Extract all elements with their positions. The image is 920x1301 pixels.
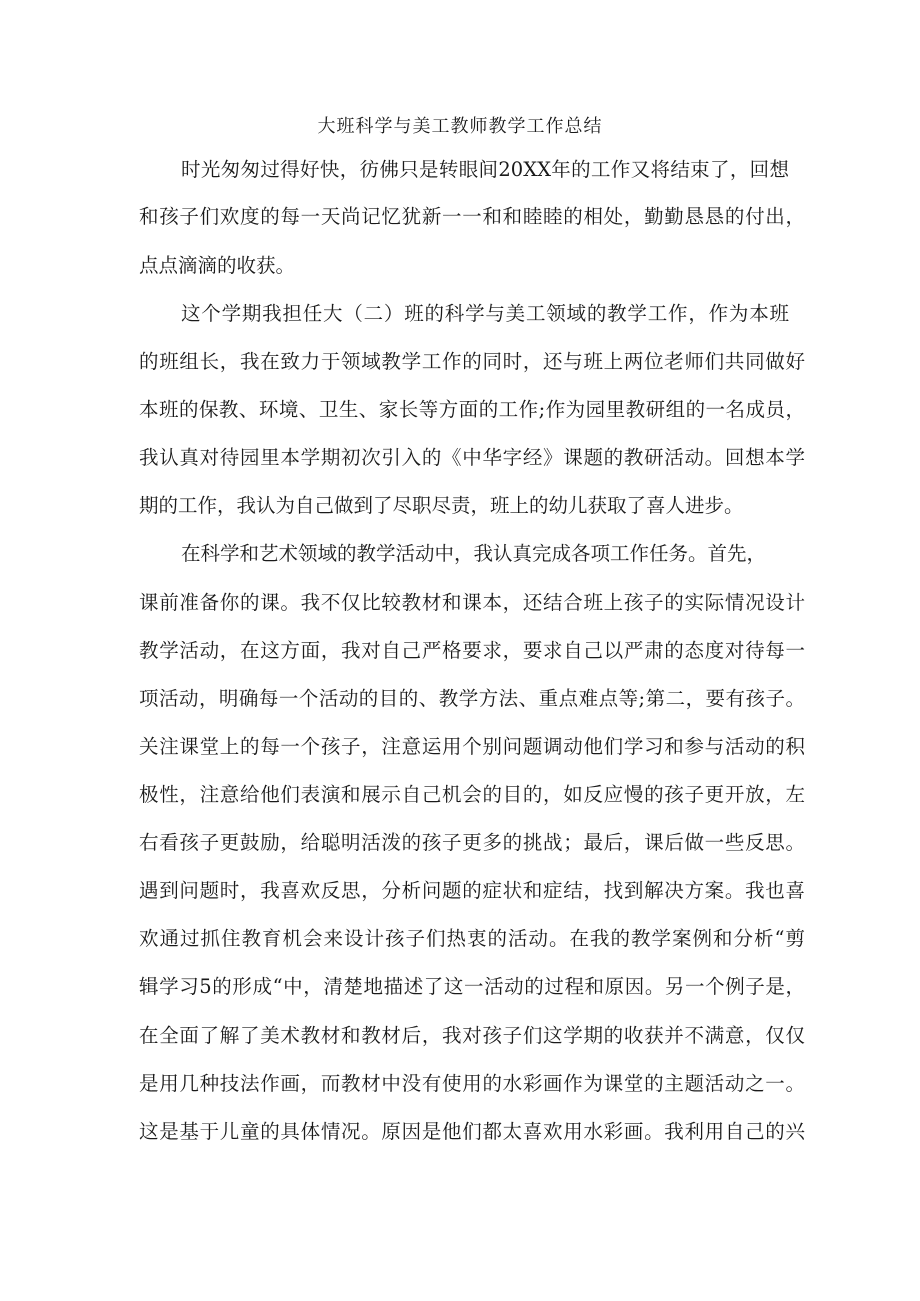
- paragraph-line: 教学活动，在这方面，我对自己严格要求，要求自己以严肃的态度对待每一: [139, 639, 805, 662]
- paragraph-line: 这个学期我担任大（二）班的科学与美工领域的教学工作，作为本班: [181, 302, 789, 325]
- paragraph-line: 关注课堂上的每一个孩子，注意运用个别问题调动他们学习和参与活动的积: [139, 735, 805, 758]
- paragraph-line: 的班组长，我在致力于领域教学工作的同时，还与班上两位老师们共同做好: [139, 350, 805, 373]
- paragraph-line: 极性，注意给他们表演和展示自己机会的目的，如反应慢的孩子更开放，左: [139, 783, 805, 806]
- paragraph-line: 点点滴滴的收获。: [139, 254, 296, 277]
- paragraph-line: 在科学和艺术领域的教学活动中，我认真完成各项工作任务。首先，: [181, 542, 767, 565]
- paragraph-line: 右看孩子更鼓励，给聪明活泼的孩子更多的挑战；最后，课后做一些反思。: [139, 831, 805, 854]
- paragraph-line: 本班的保教、环境、卫生、家长等方面的工作;作为园里教研组的一名成员，: [139, 398, 805, 421]
- paragraph-line: 欢通过抓住教育机会来设计孩子们热衷的活动。在我的教学案例和分析“剪: [139, 927, 805, 950]
- paragraph-line: 遇到问题时，我喜欢反思，分析问题的症状和症结，找到解决方案。我也喜: [139, 879, 805, 902]
- document-title: 大班科学与美工教师教学工作总结: [317, 116, 603, 137]
- paragraph-line: 期的工作，我认为自己做到了尽职尽责，班上的幼儿获取了喜人进步。: [139, 494, 744, 517]
- paragraph-line: 是用几种技法作画，而教材中没有使用的水彩画作为课堂的主题活动之一。: [139, 1072, 805, 1095]
- paragraph-line: 课前准备你的课。我不仅比较教材和课本，还结合班上孩子的实际情况设计: [139, 591, 805, 614]
- paragraph-line: 这是基于儿童的具体情况。原因是他们都太喜欢用水彩画。我利用自己的兴: [139, 1120, 805, 1143]
- paragraph-line: 辑学习5的形成“中，清楚地描述了这一活动的过程和原因。另一个例子是，: [139, 975, 805, 998]
- paragraph-line: 我认真对待园里本学期初次引入的《中华字经》课题的教研活动。回想本学: [139, 446, 805, 469]
- paragraph-line: 在全面了解了美术教材和教材后，我对孩子们这学期的收获并不满意，仅仅: [139, 1024, 805, 1047]
- paragraph-line: 时光匆匆过得好快，彷佛只是转眼间20XX年的工作又将结束了，回想: [181, 158, 789, 181]
- paragraph-line: 和孩子们欢度的每一天尚记忆犹新一一和和睦睦的相处，勤勤恳恳的付出，: [139, 205, 805, 228]
- paragraph-line: 项活动，明确每一个活动的目的、教学方法、重点难点等;第二，要有孩子。: [139, 687, 805, 710]
